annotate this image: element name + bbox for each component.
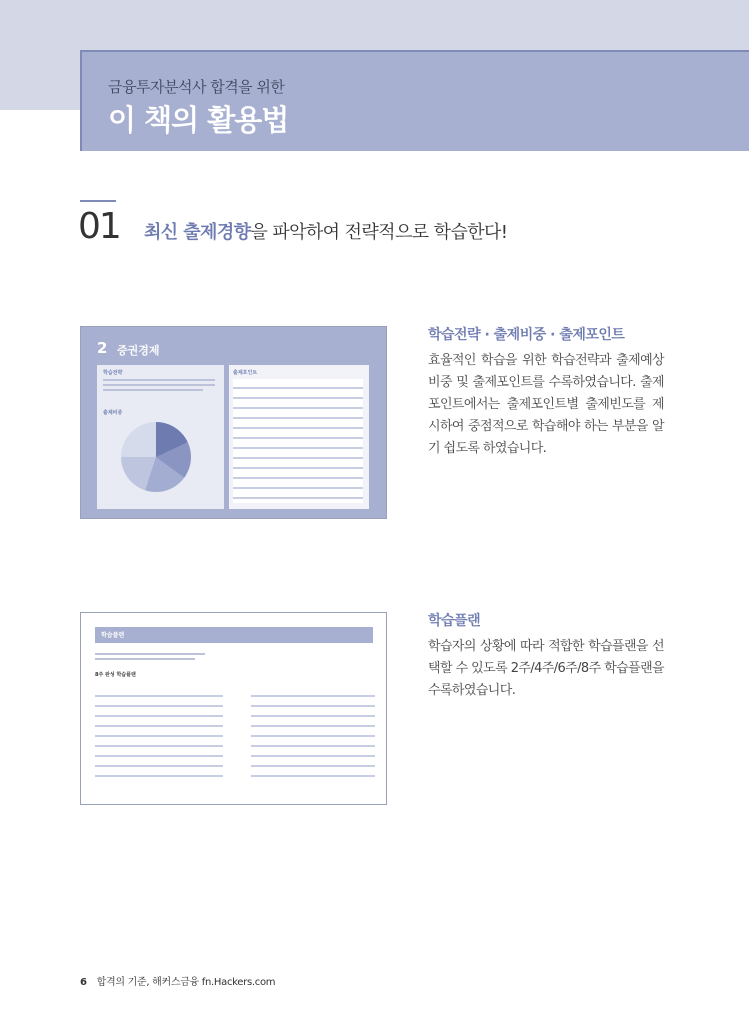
thumb-plan-table-left (95, 687, 223, 781)
thumb-chapter-title: 증권경제 (117, 344, 160, 357)
header-subtitle: 금융투자분석사 합격을 위한 (108, 78, 285, 96)
section-rule (80, 200, 116, 202)
footer-text: 합격의 기준, 해커스금융 fn.Hackers.com (96, 977, 276, 988)
section-number: 01 (78, 206, 120, 247)
thumb-strategy-label: 학습전략 (103, 370, 123, 376)
feature-plan-title: 학습플랜 (428, 613, 481, 629)
thumb-text-line (95, 658, 195, 660)
section-heading-rest: 을 파악하여 전략적으로 학습한다! (250, 222, 508, 243)
page-title: 이 책의 활용법 (108, 103, 289, 137)
thumb-text-line (103, 384, 215, 386)
page-footer (80, 973, 275, 988)
thumb-chapter-number: 2 (97, 339, 108, 357)
thumb-pie-label: 출제비중 (103, 410, 123, 416)
thumb-plan-bar (95, 627, 373, 643)
section-heading (144, 218, 507, 244)
thumb-points-label: 출제포인트 (233, 370, 258, 376)
thumbnail-strategy-page (80, 326, 387, 519)
thumb-text-line (103, 389, 203, 391)
feature-plan-body: 학습자의 상황에 따라 적합한 학습플랜을 선택할 수 있도록 2주/4주/6주/8주 학습플랜을 수록하였습니다. (428, 639, 664, 698)
thumb-text-line (95, 653, 205, 655)
section-heading-highlight: 최신 출제경향 (144, 222, 251, 243)
thumb-plan-title: 학습플랜 (101, 632, 125, 639)
feature-strategy-title: 학습전략 · 출제비중 · 출제포인트 (428, 327, 625, 343)
thumb-pie-chart (121, 422, 191, 492)
feature-plan (428, 610, 664, 702)
page-number: 6 (80, 977, 87, 988)
feature-strategy-body: 효율적인 학습을 위한 학습전략과 출제예상 비중 및 출제포인트를 수록하였습니다. 출제포인트에서는 출제포인트별 출제빈도를 제시하여 중점적으로 학습해야 하는 부분을 알기 쉽도록 하였습니다. (428, 353, 664, 456)
feature-strategy (428, 324, 664, 460)
thumb-points-table (233, 379, 363, 503)
header-box (80, 50, 749, 151)
thumb-right-panel (229, 365, 369, 509)
thumb-plan-table-right (251, 687, 375, 781)
thumb-text-line (103, 379, 215, 381)
thumb-plan-sub-label: 8주 완성 학습플랜 (95, 672, 136, 678)
thumbnail-plan-page (80, 612, 387, 805)
